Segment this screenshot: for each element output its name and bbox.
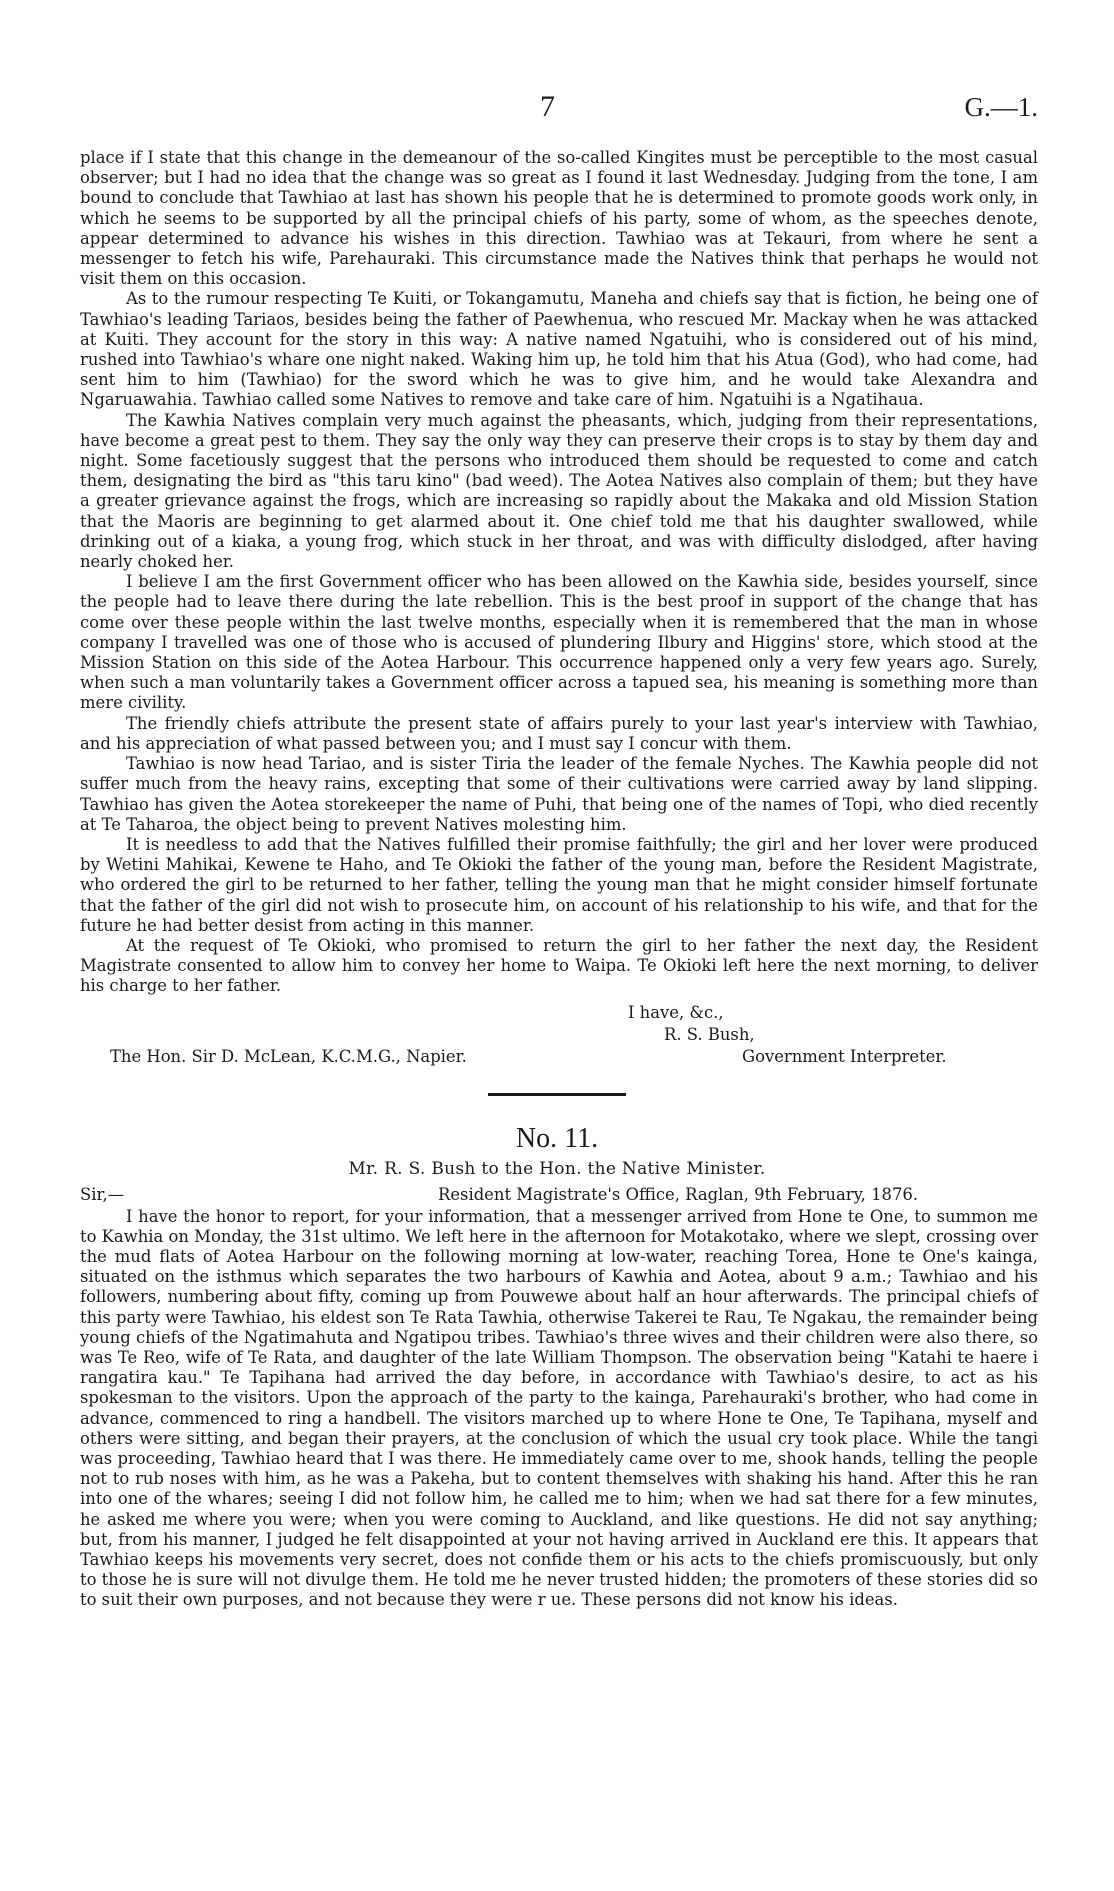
paragraph: place if I state that this change in the demeanour of the so-called Kingites must be perceptible to the most casual observer; but I had no idea that the change was so great as I found it last Wednesday. Judging from the tone, I am bound to conclude that Tawhiao at last has shown his people that he is determined to promote goods work only, in which he seems to be supported by all the principal chiefs of his party, some of whom, as the speeches denote, appear determined to advance his wishes in this direction. Tawhiao was at Tekauri, from where he sent a messenger to fetch his wife, Parehauraki. This circumstance made the Natives think that perhaps he would not visit them on this occasion. bbox=[80, 148, 1038, 289]
paragraph: I have the honor to report, for your information, that a messenger arrived from Hone te One, to summon me to Kawhia on Monday, the 31st ultimo. We left here in the afternoon for Motakotako, where we slept, crossing over the mud flats of Aotea Harbour on the following morning at low-water, reaching Torea, Hone te One's kainga, situated on the isthmus which separates the two harbours of Kawhia and Aotea, about 9 a.m.; Tawhiao and his followers, numbering about fifty, coming up from Pouwewe about half an hour afterwards. The principal chiefs of this party were Tawhiao, his eldest son Te Rata Tawhia, otherwise Takerei te Rau, Te Ngakau, the remainder being young chiefs of the Ngatimahuta and Ngatipou tribes. Tawhiao's three wives and their children were also there, so was Te Reo, wife of Te Rata, and daughter of the late William Thompson. The observation being "Katahi te haere i rangatira kau." Te Tapihana had arrived the day before, in accordance with Tawhiao's desire, to act as his spokesman to the visitors. Upon the approach of the party to the kainga, Parehauraki's brother, who had come in advance, commenced to ring a handbell. The visitors marched up to where Hone te One, Te Tapihana, myself and others were sitting, and began their prayers, at the conclusion of which the usual cry took place. While the tangi was proceeding, Tawhiao heard that I was there. He immediately came over to me, shook hands, telling the people not to rub noses with him, as he was a Pakeha, but to content themselves with shaking his hand. After this he ran into one of the whares; seeing I did not follow him, he called me to him; when we had sat there for a few minutes, he asked me where you were; when you were coming to Auckland, and like questions. He did not say anything; but, from his manner, I judged he felt disappointed at your not having arrived in Auckland ere this. It appears that Tawhiao keeps his movements very secret, does not confide them or his acts to the chiefs promiscuously, but only to those he is sure will not divulge them. He told me he never trusted hidden; the promoters of these stories did so to suit their own purposes, and not because they were r ue. These persons did not know his ideas. bbox=[80, 1206, 1038, 1610]
document-reference: G.—1. bbox=[964, 92, 1038, 122]
letter-heading: Mr. R. S. Bush to the Hon. the Native Minister. bbox=[348, 1158, 766, 1179]
letter-11-body bbox=[80, 1207, 1038, 1611]
letter-continued bbox=[80, 148, 1038, 997]
page-header bbox=[0, 90, 1114, 130]
section-divider bbox=[488, 1093, 626, 1096]
paragraph: At the request of Te Okioki, who promised to return the girl to her father the next day, the Resident Magistrate consented to allow him to convey her home to Waipa. Te Okioki left here the next morning, to deliver his charge to her father. bbox=[80, 935, 1038, 996]
paragraph: The friendly chiefs attribute the present state of affairs purely to your last year's interview with Tawhiao, and his appreciation of what passed between you; and I must say I concur with them. bbox=[80, 713, 1038, 753]
page-body bbox=[0, 148, 1114, 1611]
letter-number: No. 11. bbox=[515, 1122, 599, 1154]
paragraph: As to the rumour respecting Te Kuiti, or Tokangamutu, Maneha and chiefs say that is fiction, he being one of Tawhiao's leading Tariaos, besides being the father of Paewhenua, who rescued Mr. Mackay when he was attacked at Kuiti. They account for the story in this way: A native named Ngatuihi, who is considered out of his mind, rushed into Tawhiao's whare one night naked. Waking him up, he told him that his Atua (God), who had come, had sent him to him (Tawhiao) for the sword which he was to give him, and he would take Alexandra and Ngaruawahia. Tawhiao called some Natives to remove and take care of him. Ngatuihi is a Ngatihaua. bbox=[80, 289, 1038, 410]
paragraph: I believe I am the first Government officer who has been allowed on the Kawhia side, besides yourself, since the people had to leave there during the late rebellion. This is the best proof in support of the change that has come over these people within the last twelve months, especially when it is remembered that the man in whose company I travelled was one of those who is accused of plundering Ilbury and Higgins' store, which stood at the Mission Station on this side of the Aotea Harbour. This occurrence happened only a very few years ago. Surely, when such a man voluntarily takes a Government officer across a tapued sea, his meaning is something more than mere civility. bbox=[80, 572, 1038, 713]
signer-title: Government Interpreter. bbox=[742, 1046, 947, 1066]
signature-block bbox=[0, 997, 1114, 1101]
paragraph: It is needless to add that the Natives fulfilled their promise faithfully; the girl and her lover were produced by Wetini Mahikai, Kewene te Haho, and Te Okioki the father of the young man, before the Resident Magistrate, who ordered the girl to be returned to her father, telling the young man that he might consider himself fortunate that the father of the girl did not wish to prosecute him, on account of his relationship to his wife, and that for the future he had better desist from acting in this manner. bbox=[80, 834, 1038, 935]
salutation-line bbox=[80, 1185, 1038, 1207]
paragraph: Tawhiao is now head Tariao, and is sister Tiria the leader of the female Nyches. The Kawhia people did not suffer much from the heavy rains, excepting that some of their cultivations were carried away by land slipping. Tawhiao has given the Aotea storekeeper the name of Puhi, that being one of the names of Topi, who died recently at Te Taharoa, the object being to prevent Natives molesting him. bbox=[80, 754, 1038, 834]
dateline: Resident Magistrate's Office, Raglan, 9th February, 1876. bbox=[438, 1184, 919, 1204]
closing: I have, &c., bbox=[628, 1002, 724, 1022]
paragraph: The Kawhia Natives complain very much against the pheasants, which, judging from their representations, have become a great pest to them. They say the only way they can preserve their crops is to stay by them day and night. Some facetiously suggest that the persons who introduced them should be requested to come and catch them, designating the bird as "this taru kino" (bad weed). The Aotea Natives also complain of them; but they have a greater grievance against the frogs, which are increasing so rapidly about the Makaka and old Mission Station that the Maoris are beginning to get alarmed about it. One chief told me that his daughter swallowed, while drinking out of a kiaka, a young frog, which stuck in her throat, and was with difficulty dislodged, after having nearly choked her. bbox=[80, 410, 1038, 572]
salutation: Sir,— bbox=[80, 1184, 125, 1204]
addressee: The Hon. Sir D. McLean, K.C.M.G., Napier. bbox=[110, 1046, 467, 1066]
page-number: 7 bbox=[540, 90, 555, 123]
signer: R. S. Bush, bbox=[664, 1024, 755, 1044]
